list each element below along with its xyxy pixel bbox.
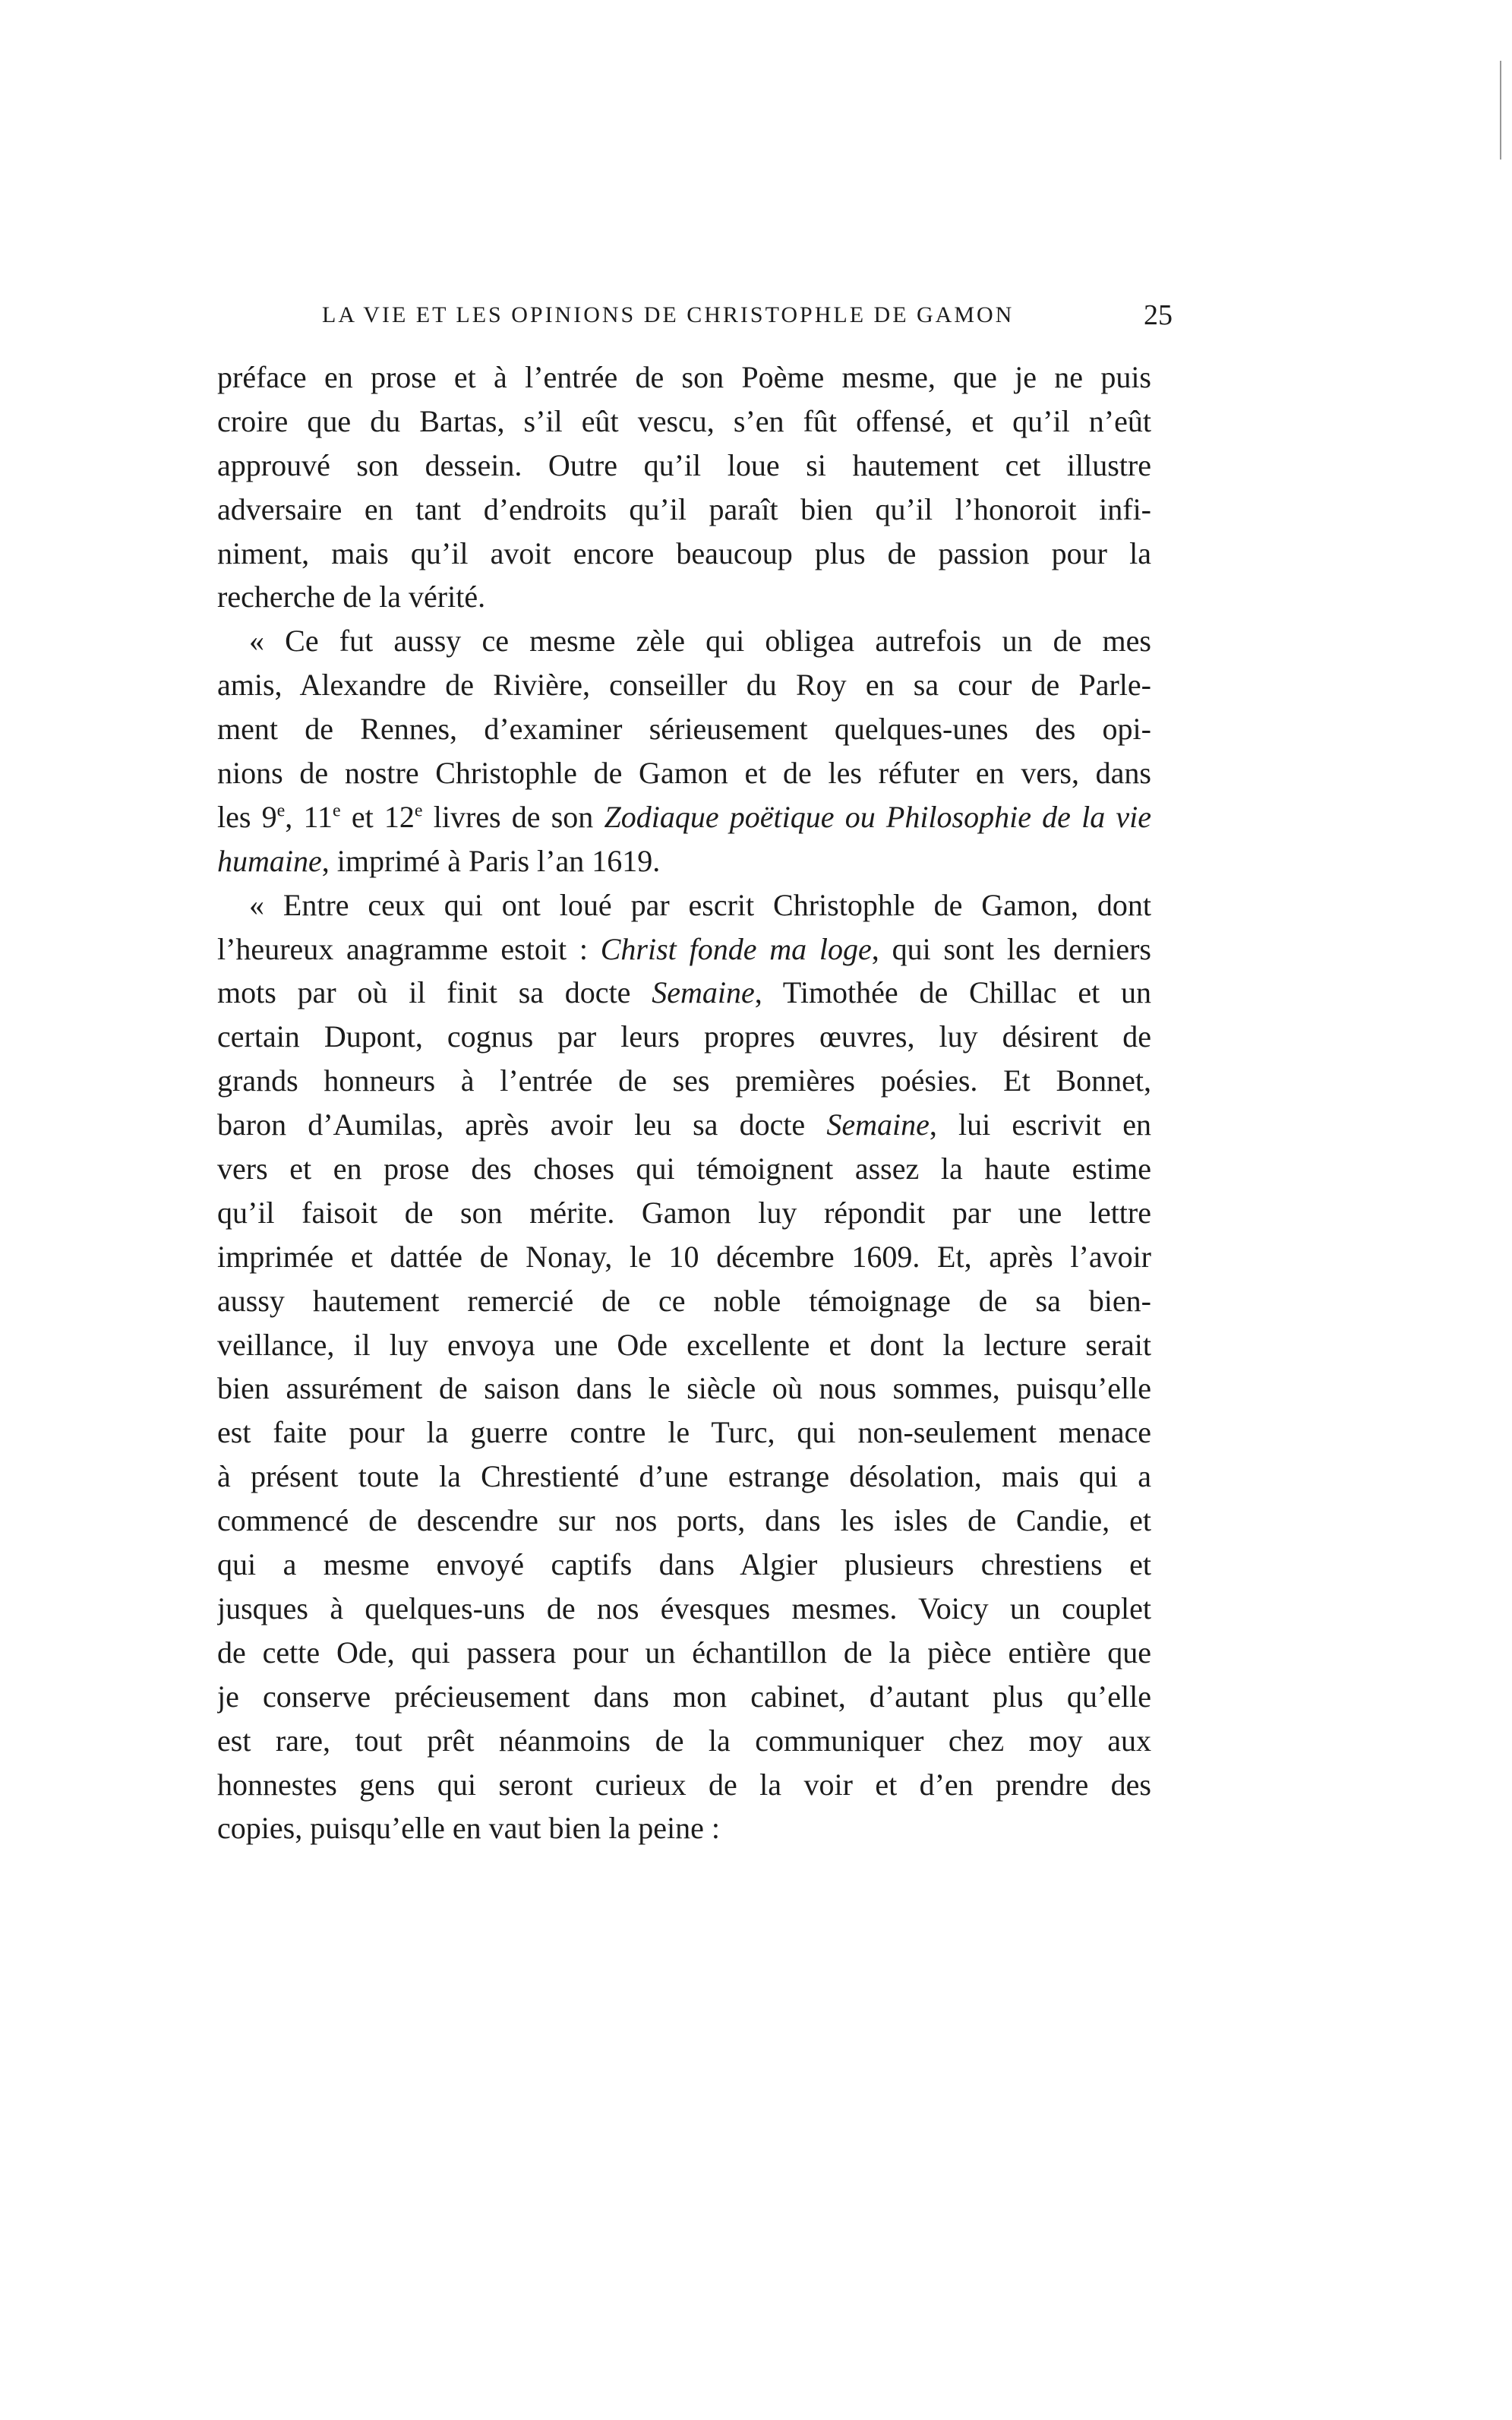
superscript: e (332, 801, 341, 821)
text-line: qu’il faisoit de son mérite. Gamon luy répondit par une lettre (217, 1195, 1151, 1230)
text-line: « Ce fut aussy ce mesme zèle qui obligea autrefois un de mes (249, 624, 1151, 659)
text-line: est rare, tout prêt néanmoins de la communiquer chez moy aux (217, 1723, 1151, 1758)
text-run: livres de son (422, 799, 604, 834)
superscript: e (276, 801, 286, 821)
superscript: e (414, 801, 423, 821)
paragraph-2 (217, 619, 1151, 883)
text-line (217, 1103, 1151, 1147)
text-run: , imprimé à Paris l’an 1619. (321, 843, 661, 878)
text-line (217, 927, 1151, 971)
text-line: honnestes gens qui seront curieux de la voir et d’en prendre des (217, 1767, 1151, 1802)
text-line: vers et en prose des choses qui témoignent assez la haute estime (217, 1152, 1151, 1186)
text-line: est faite pour la guerre contre le Turc, qui non-seulement menace (217, 1415, 1151, 1450)
text-line: préface en prose et à l’entrée de son Poème mesme, que je ne puis (217, 360, 1151, 394)
text-line: qui a mesme envoyé captifs dans Algier plusieurs chrestiens et (217, 1547, 1151, 1582)
body-text (217, 355, 1151, 1850)
page-number: 25 (1144, 299, 1173, 331)
text-line (217, 971, 1151, 1015)
text-run: baron d’Aumilas, après avoir leu sa docte (217, 1107, 827, 1142)
text-run: les 9 (217, 799, 277, 834)
text-line: recherche de la vérité. (217, 580, 486, 614)
text-line: copies, puisqu’elle en vaut bien la peine : (217, 1811, 721, 1846)
text-line: niment, mais qu’il avoit encore beaucoup plus de passion pour la (217, 535, 1151, 570)
text-run: l’heureux anagramme estoit : (217, 931, 601, 966)
text-line: veillance, il luy envoya une Ode excellente et dont la lecture serait (217, 1327, 1151, 1362)
text-run: , qui sont les derniers (871, 931, 1151, 966)
paragraph-1 (217, 355, 1151, 619)
text-run: mots par où il finit sa docte (217, 975, 652, 1010)
scan-edge-mark (1500, 61, 1501, 160)
book-title: Zodiaque poëtique ou Philosophie de la vie (604, 799, 1151, 834)
book-title: Semaine (826, 1107, 930, 1142)
text-run: et 12 (340, 799, 415, 834)
text-line: « Entre ceux qui ont loué par escrit Christophle de Gamon, dont (249, 887, 1151, 922)
book-title: Semaine (652, 975, 755, 1010)
text-line: commencé de descendre sur nos ports, dans les isles de Candie, et (217, 1503, 1151, 1538)
running-head (322, 299, 1173, 336)
text-line: ment de Rennes, d’examiner sérieusement quelques-unes des opi- (217, 712, 1151, 747)
text-run: , lui escrivit en (929, 1107, 1151, 1142)
text-line: amis, Alexandre de Rivière, conseiller du Roy en sa cour de Parle- (217, 668, 1151, 703)
text-line: grands honneurs à l’entrée de ses premières poésies. Et Bonnet, (217, 1063, 1151, 1098)
text-line: bien assurément de saison dans le siècle où nous sommes, puisqu’elle (217, 1371, 1151, 1406)
text-run: , 11 (285, 799, 333, 834)
text-line: nions de nostre Christophle de Gamon et de les réfuter en vers, dans (217, 756, 1151, 791)
text-line: approuvé son dessein. Outre qu’il loue si hautement cet illustre (217, 447, 1151, 482)
text-run: , Timothée de Chillac et un (754, 975, 1151, 1010)
anagram: Christ fonde ma loge (600, 931, 872, 966)
text-line: à présent toute la Chrestienté d’une estrange désolation, mais qui a (217, 1459, 1151, 1494)
text-line: je conserve précieusement dans mon cabinet, d’autant plus qu’elle (217, 1679, 1151, 1714)
text-line: croire que du Bartas, s’il eût vescu, s’en fût offensé, et qu’il n’eût (217, 403, 1151, 438)
text-line (217, 839, 1151, 883)
text-line: imprimée et dattée de Nonay, le 10 décembre 1609. Et, après l’avoir (217, 1239, 1151, 1274)
text-line: jusques à quelques-uns de nos évesques mesmes. Voicy un couplet (217, 1591, 1151, 1625)
text-line (217, 795, 1151, 839)
paragraph-3 (217, 883, 1151, 1851)
text-line: adversaire en tant d’endroits qu’il paraît bien qu’il l’honoroit infi- (217, 491, 1151, 526)
book-title: humaine (217, 843, 322, 878)
text-line: aussy hautement remercié de ce noble témoignage de sa bien- (217, 1283, 1151, 1318)
text-line: de cette Ode, qui passera pour un échantillon de la pièce entière que (217, 1635, 1151, 1670)
running-title: LA VIE ET LES OPINIONS DE CHRISTOPHLE DE GAMON (322, 302, 1015, 327)
text-line: certain Dupont, cognus par leurs propres œuvres, luy désirent de (217, 1019, 1151, 1054)
